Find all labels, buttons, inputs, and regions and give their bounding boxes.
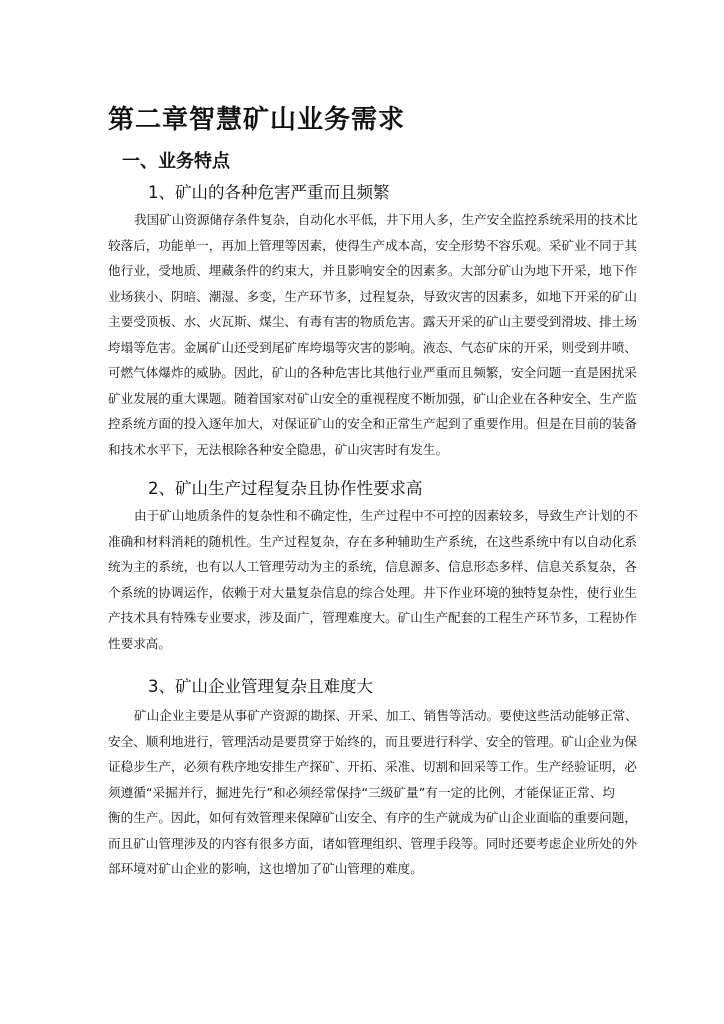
paragraph-line: 准确和材料消耗的随机性。生产过程复杂，存在多种辅助生产系统，在这些系统中有以自动化系: [108, 533, 637, 549]
paragraph-line: 性要求高。: [108, 635, 171, 651]
paragraph-line: 矿业发展的重大课题。随着国家对矿山安全的重视程度不断加强，矿山企业在各种安全、生产监: [108, 390, 637, 406]
paragraph-3: [108, 703, 638, 882]
paragraph-line: 统为主的系统，也有以人工管理劳动为主的系统，信息源多、信息形态多样、信息关系复杂，各: [108, 559, 637, 574]
paragraph-line: 可燃气体爆炸的威胁。因此，矿山的各种危害比其他行业严重而且频繁，安全问题一直是困扰采: [108, 365, 637, 380]
paragraph-line: 产技术具有特殊专业要求，涉及面广，管理难度大。矿山生产配套的工程生产环节多，工程协作: [108, 610, 637, 625]
paragraph-line: 控系统方面的投入逐年加大，对保证矿山的安全和正常生产起到了重要作用。但是在目前的装备: [108, 416, 637, 431]
paragraph-line: 由于矿山地质条件的复杂性和不确定性，生产过程中不可控的因素较多，导致生产计划的不: [134, 508, 638, 523]
chapter-title: 第二章智慧矿山业务需求: [108, 105, 406, 135]
paragraph-line: 垮塌等危害。金属矿山还受到尾矿库垮塌等灾害的影响。液态、气态矿床的开采，则受到井喷、: [108, 339, 637, 355]
subsection-heading-3: 3、矿山企业管理复杂且难度大: [148, 677, 373, 696]
paragraph-2: [108, 503, 638, 656]
paragraph-line: 和技术水平下，无法根除各种安全隐患，矿山灾害时有发生。: [108, 441, 449, 457]
paragraph-line: 安全、顺利地进行，管理活动是要贯穿于始终的，而且要进行科学、安全的管理。矿山企业为保: [108, 733, 637, 749]
paragraph-line: 而且矿山管理涉及的内容有很多方面，诸如管理组织、管理手段等。同时还要考虑企业所处的外: [108, 835, 637, 851]
paragraph-line: 须遵循“采掘并行，掘进先行”和必须经常保持“三级矿量”有一定的比例，才能保证正常、均: [108, 784, 615, 800]
paragraph-line: 他行业，受地质、埋藏条件的约束大，并且影响安全的因素多。大部分矿山为地下开采，地下作: [108, 263, 637, 278]
paragraph-line: 部环境对矿山企业的影响，这也增加了矿山管理的难度。: [108, 861, 423, 876]
paragraph-line: 证稳步生产，必须有秩序地安排生产探矿、开拓、采准、切割和回采等工作。生产经验证明，必: [108, 759, 637, 774]
paragraph-line: 我国矿山资源储存条件复杂，自动化水平低，井下用人多，生产安全监控系统采用的技术比: [134, 212, 638, 227]
subsection-heading-1: 1、矿山的各种危害严重而且频繁: [148, 183, 390, 202]
paragraph-line: 矿山企业主要是从事矿产资源的勘探、开采、加工、销售等活动。要使这些活动能够正常、: [134, 708, 638, 723]
subsection-heading-2: 2、矿山生产过程复杂且协作性要求高: [148, 479, 423, 498]
paragraph-1: [108, 207, 638, 462]
paragraph-line: 业场狭小、阴暗、潮湿、多变，生产环节多，过程复杂，导致灾害的因素多，如地下开采的矿山: [108, 288, 637, 304]
section-heading: 一、业务特点: [122, 151, 230, 172]
paragraph-line: 衡的生产。因此，如何有效管理来保障矿山安全、有序的生产就成为矿山企业面临的重要问题，: [108, 810, 637, 825]
paragraph-line: 个系统的协调运作，依赖于对大量复杂信息的综合处理。井下作业环境的独特复杂性，使行业生: [108, 584, 637, 600]
paragraph-line: 主要受顶板、水、火瓦斯、煤尘、有毒有害的物质危害。露天开采的矿山主要受到滑坡、排土场: [108, 314, 637, 329]
paragraph-line: 较落后，功能单一，再加上管理等因素，使得生产成本高，安全形势不容乐观。采矿业不同于其: [108, 237, 637, 253]
